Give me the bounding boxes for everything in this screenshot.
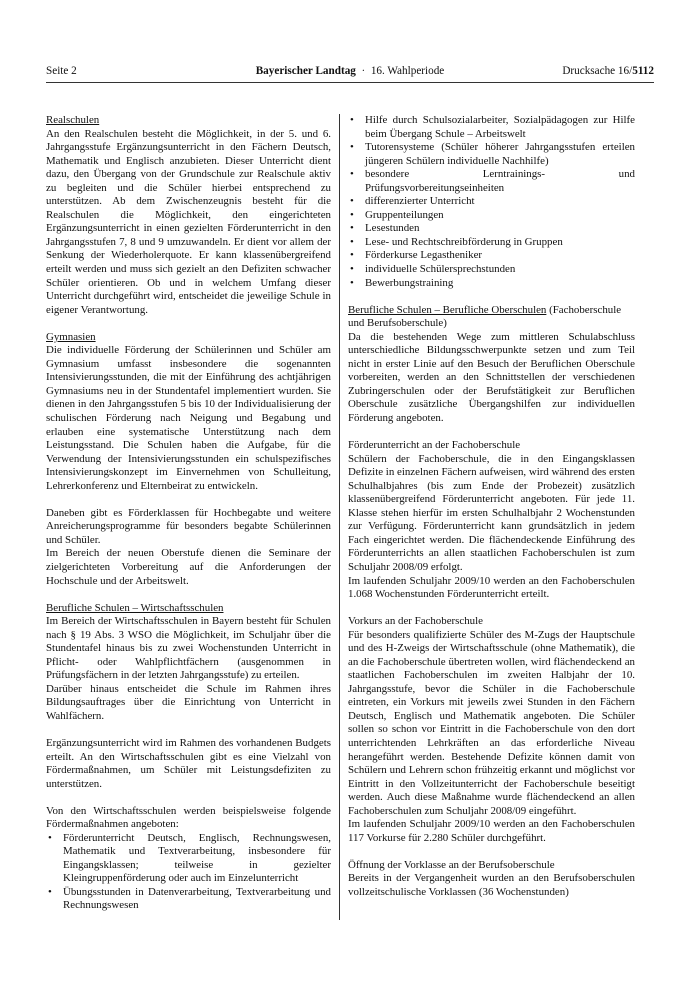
- list-item: • Hilfe durch Schulsozialarbeiter, Sozialpädagogen zur Hilfe beim Übergang Schule – Arbeitswelt: [348, 114, 635, 141]
- section-heading-vorklasse: Öffnung der Vorklasse an der Berufsoberschule: [348, 858, 555, 871]
- paragraph: Schülern der Fachoberschule, die in den Eingangsklassen Defizite in einzelnen Fächern aufweisen, wird während des ersten Schulhalbjahres (bis zum Ende der Probezeit) zusätzlich klassenübergreifend Förderunterricht angeboten. Für jede 11. Klasse stehen hierfür im ersten Schulhalbjahr 2 Wochenstunden zur Verfügung. Förderunterricht kann grundsätzlich in jedem Fach eingerichtet werden. Die flächendeckende Einführung des Förderunterrichts an allen staatlichen Fachoberschulen ist zum Schuljahr 2008/09 erfolgt.: [348, 452, 635, 573]
- list-item: • Übungsstunden in Datenverarbeitung, Textverarbeitung und Rechnungswesen: [46, 886, 331, 913]
- page-number: Seite 2: [46, 65, 77, 77]
- list-item: • Bewerbungstraining: [348, 277, 635, 291]
- list-item: • differenzierter Unterricht: [348, 195, 635, 209]
- right-column: [348, 114, 635, 900]
- paragraph: An den Realschulen besteht die Möglichkeit, in der 5. und 6. Jahrgangsstufe Ergänzungsunterricht in den Fächern Deutsch, Mathematik und Englisch anzubieten. Dieser Unterricht dient dazu, den Übergang von der Grundschule zur Realschule aktiv zu begleiten und die Schüler hierbei entsprechend zu unterstützen. Ab dem Zwischenzeugnis besteht für die Realschulen die Möglichkeit, den eingerichteten Ergänzungsunterricht in einen gezielten Förderunterricht in den Jahrgangsstufen 7, 8 und 9 umzuwandeln. Er dient vor allem der Senkung der Wiederholerquote. Er kann klassenübergreifend erteilt werden und muss sich gezielt an den Defiziten schwacher Schüler orientieren. Ob und in welchem Umfang dieser Unterricht durchgeführt wird, entscheidet die jeweilige Schule in eigener Verantwortung.: [46, 127, 331, 316]
- document-number-value: 5112: [632, 65, 654, 77]
- legislative-period: 16. Wahlperiode: [370, 65, 445, 77]
- paragraph: Daneben gibt es Förderklassen für Hochbegabte und weitere Anreicherungsprogramme für besonders begabte Schülerinnen und Schüler.: [46, 506, 331, 546]
- header-rule: [46, 82, 654, 83]
- paragraph: Im laufenden Schuljahr 2009/10 werden an den Fachoberschulen 1.068 Wochenstunden Förderunterricht erteilt.: [348, 574, 635, 601]
- list-item: • Tutorensysteme (Schüler höherer Jahrgangsstufen erteilen jüngeren Schülern individuelle Nachhilfe): [348, 141, 635, 168]
- page-header: [46, 63, 654, 79]
- measures-list: [46, 832, 331, 913]
- section-heading-berufliche-oberschulen: [348, 304, 635, 331]
- section-heading-gymnasien: Gymnasien: [46, 330, 96, 343]
- section-heading-berufliche-oberschulen-title: Berufliche Schulen – Berufliche Oberschulen: [348, 303, 547, 316]
- paragraph: Für besonders qualifizierte Schüler des M-Zugs der Hauptschule und des H-Zweigs der Wirtschaftsschule (ohne Mathematik), die an die Fachoberschule übertreten wollen, wird flächendeckend an staatlichen Fachoberschulen im zweiten Halbjahr der 10. Jahrgangsstufe, bevor die Schüler in die Fachoberschule eintreten, ein Vorkurs mit jeweils zwei Stunden in den Fächern Deutsch, Englisch und Mathematik angeboten. Die Schüler sollen so schon vor Eintritt in die Fachoberschule von den dort unterrichtenden Lehrkräften an das erforderliche Niveau herangeführt werden. Bestehende Defizite können damit von Schülern und Lehrern schon frühzeitig erkannt und möglichst vor Eintritt in den Vollzeitunterricht der Fachoberschule beseitigt werden. Auch diese Maßnahme wurde flächendeckend an allen Fachoberschulen zum Schuljahr 2008/09 eingeführt.: [348, 628, 635, 817]
- list-item: • Gruppenteilungen: [348, 209, 635, 223]
- list-item: • individuelle Schülersprechstunden: [348, 263, 635, 277]
- paragraph: Im Bereich der neuen Oberstufe dienen die Seminare der zielgerichteten Vorbereitung auf die Anforderungen der Hochschule und der Arbeitswelt.: [46, 547, 331, 587]
- parliament-name: Bayerischer Landtag: [255, 65, 356, 77]
- section-heading-foerderunterricht: Förderunterricht an der Fachoberschule: [348, 439, 521, 452]
- list-item: • Förderkurse Legastheniker: [348, 249, 635, 263]
- paragraph: Bereits in der Vergangenheit wurden an den Berufsoberschulen vollzeitschulische Vorklassen (36 Wochenstunden): [348, 872, 635, 898]
- paragraph: Von den Wirtschaftsschulen werden beispielsweise folgende Fördermaßnahmen angeboten:: [46, 804, 331, 831]
- list-item: • Lese- und Rechtschreibförderung in Gruppen: [348, 236, 635, 250]
- measures-list-continued: [348, 114, 635, 290]
- section-heading-suffix: (Fachoberschule und Berufsoberschule): [348, 303, 622, 330]
- list-item: • Lesestunden: [348, 222, 635, 236]
- list-item: • Förderunterricht Deutsch, Englisch, Rechnungswesen, Mathematik und Textverarbeitung, insbesondere für Eingangsklassen; teilweise in gezielter Kleingruppenförderung oder auch im Einzelunterricht: [46, 832, 331, 886]
- document-number-prefix: Drucksache 16/: [562, 65, 633, 77]
- header-separator: ·: [361, 65, 366, 77]
- column-divider: [339, 114, 340, 920]
- section-heading-wirtschaftsschulen: Berufliche Schulen – Wirtschaftsschulen: [46, 601, 224, 614]
- left-column: [46, 114, 331, 913]
- paragraph: Im Bereich der Wirtschaftsschulen in Bayern besteht für Schulen nach § 19 Abs. 3 WSO die Möglichkeit, im Schuljahr über die Stundentafel hinaus bis zu zwei Wochenstunden Unterricht in Pflicht- oder Wahlpflichtfächern (ausgenommen in Prüfungsfächern in der letzten Jahrgangsstufe) zu erteilen.: [46, 615, 331, 682]
- list-item: • besondere Lerntrainings- und Prüfungsvorbereitungseinheiten: [348, 168, 635, 195]
- paragraph: Im laufenden Schuljahr 2009/10 werden an den Fachoberschulen 117 Vorkurse für 2.280 Schüler durchgeführt.: [348, 818, 635, 844]
- document-number: [562, 63, 654, 79]
- section-heading-realschulen: Realschulen: [46, 114, 100, 126]
- section-heading-vorkurs: Vorkurs an der Fachoberschule: [348, 615, 483, 628]
- paragraph: Darüber hinaus entscheidet die Schule im Rahmen ihres Bildungsauftrages über die Einrichtung von Unterricht in Wahlfächern.: [46, 682, 331, 722]
- paragraph: Da die bestehenden Wege zum mittleren Schulabschluss unterschiedliche Bildungsschwerpunkte setzen und zum Teil nicht in erster Linie auf den Besuch der Beruflichen Oberschule vorbereiten, werden an den Schnittstellen der verschiedenen Zubringerschulen oder der Berufstätigkeit zur Beruflichen Oberschule zusätzliche Übergangshilfen zur individuellen Förderung angeboten.: [348, 330, 635, 424]
- paragraph: Ergänzungsunterricht wird im Rahmen des vorhandenen Budgets erteilt. An den Wirtschaftsschulen gibt es eine Vielzahl von Fördermaßnahmen, um Schüler mit Leistungsdefiziten zu unterstützen.: [46, 736, 331, 790]
- paragraph: Die individuelle Förderung der Schülerinnen und Schüler am Gymnasium umfasst insbesondere die sogenannten Intensivierungsstunden, die mit der Einführung des achtjährigen Gymnasiums neu in der Stundentafel implementiert wurden. Sie dienen in den Jahrgangsstufen 5 bis 10 der Individualisierung der schulischen Förderung nach Neigung und Begabung und erlauben eine systematische Unterstützung nach dem Leistungsstand. Die Schulen haben die Aufgabe, für die Verwendung der Intensivierungsstunden ein schulspezifisches Intensivierungskonzept im Einvernehmen von Schulleitung, Lehrerkonferenz und Elternbeirat zu entwickeln.: [46, 344, 331, 492]
